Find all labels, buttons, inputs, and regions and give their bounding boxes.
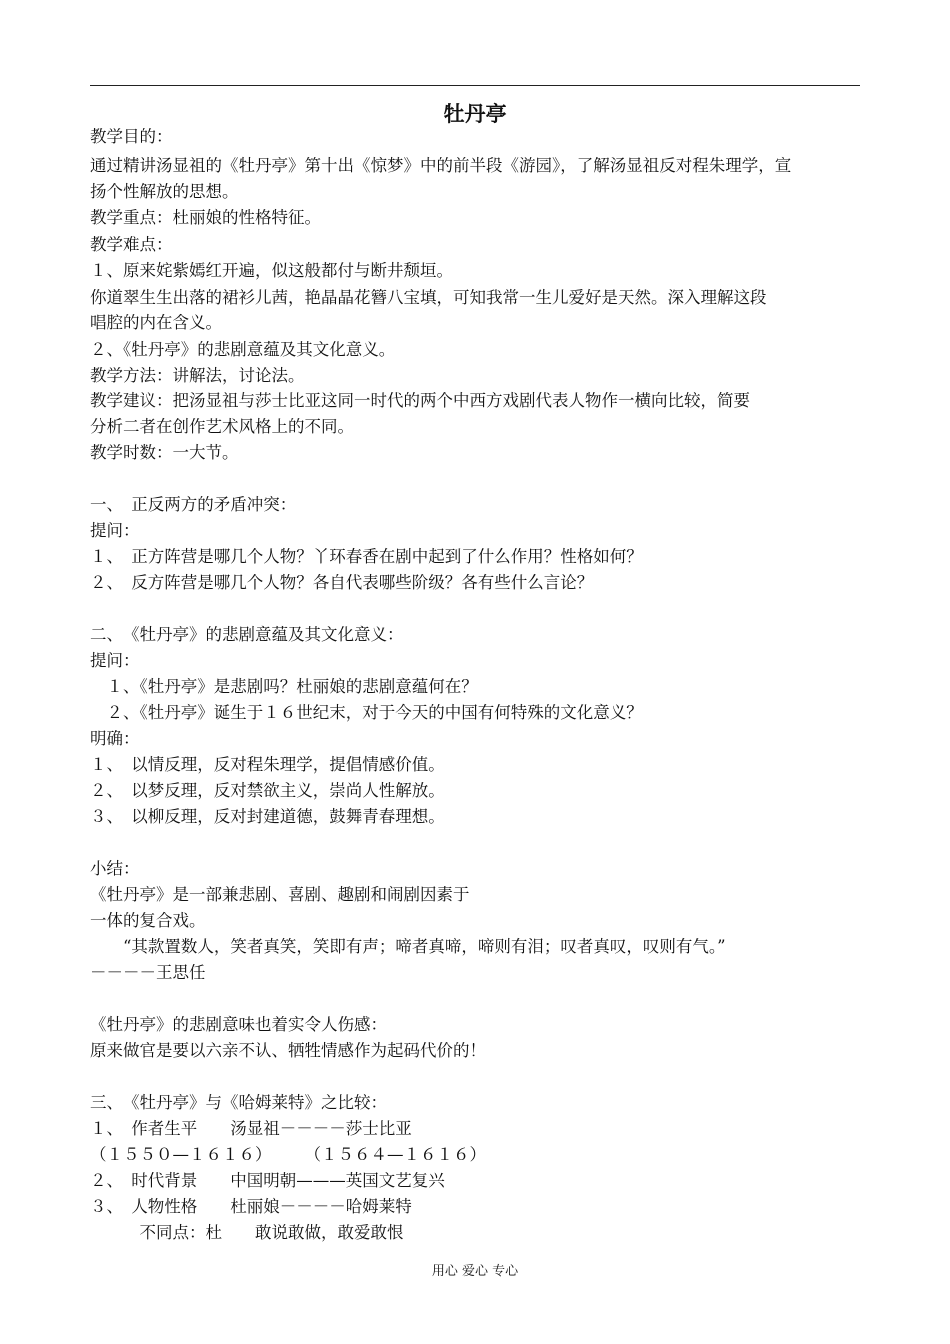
page-footer: 用心 爱心 专心 bbox=[431, 1264, 519, 1279]
text-line: 教学方法：讲解法，讨论法。 bbox=[90, 366, 305, 385]
text-line: 原来做官是要以六亲不认、牺牲情感作为起码代价的！ bbox=[90, 1041, 486, 1060]
text-line: 教学重点：杜丽娘的性格特征。 bbox=[90, 208, 321, 227]
list-item: １、 正方阵营是哪几个人物？丫环春香在剧中起到了什么作用？性格如何？ bbox=[90, 547, 643, 566]
text-line: （１５５０—１６１６） （１５６４—１６１６） bbox=[90, 1145, 486, 1164]
text-line: 提问： bbox=[90, 521, 140, 540]
list-item: １、 作者生平 汤显祖－－－－莎士比亚 bbox=[90, 1119, 412, 1138]
list-item: ２、 以梦反理，反对禁欲主义，崇尚人性解放。 bbox=[90, 781, 445, 800]
text-line: 你道翠生生出落的裙衫儿茜，艳晶晶花簪八宝填，可知我常一生儿爱好是天然。深入理解这段 bbox=[90, 288, 767, 307]
quote-attribution: －－－－王思任 bbox=[90, 963, 206, 982]
section-heading: 三、 《牡丹亭》与《哈姆莱特》之比较： bbox=[90, 1093, 387, 1112]
list-item: ２、 反方阵营是哪几个人物？各自代表哪些阶级？各有些什么言论？ bbox=[90, 573, 594, 592]
section-heading: 一、 正反两方的矛盾冲突： bbox=[90, 495, 297, 514]
list-item: ３、 人物性格 杜丽娘－－－－哈姆莱特 bbox=[90, 1197, 412, 1216]
text-line: 教学建议：把汤显祖与莎士比亚这同一时代的两个中西方戏剧代表人物作一横向比较，简要 bbox=[90, 391, 750, 410]
text-line: 教学目的： bbox=[90, 127, 173, 146]
text-line: 通过精讲汤显祖的《牡丹亭》第十出《惊梦》中的前半段《游园》，了解汤显祖反对程朱理学，宣 bbox=[90, 156, 792, 175]
text-line: 分析二者在创作艺术风格上的不同。 bbox=[90, 417, 354, 436]
list-item: １、 以情反理，反对程朱理学，提倡情感价值。 bbox=[90, 755, 445, 774]
section-heading: 二、 《牡丹亭》的悲剧意蕴及其文化意义： bbox=[90, 625, 404, 644]
list-item: ２、《牡丹亭》诞生于１６世纪末，对于今天的中国有何特殊的文化意义？ bbox=[90, 703, 643, 722]
text-line: １、原来姹紫嫣红开遍，似这般都付与断井颓垣。 bbox=[90, 261, 453, 280]
text-line: 一体的复合戏。 bbox=[90, 911, 206, 930]
text-line: 扬个性解放的思想。 bbox=[90, 182, 239, 201]
list-item: ３、 以柳反理，反对封建道德，鼓舞青春理想。 bbox=[90, 807, 445, 826]
text-line: 明确： bbox=[90, 729, 140, 748]
text-line: 提问： bbox=[90, 651, 140, 670]
page-title: 牡丹亭 bbox=[443, 102, 507, 126]
header-rule bbox=[90, 85, 860, 86]
text-line: 教学难点： bbox=[90, 235, 173, 254]
text-line: 《牡丹亭》是一部兼悲剧、喜剧、趣剧和闹剧因素于 bbox=[90, 885, 470, 904]
text-line: 小结： bbox=[90, 859, 140, 878]
text-line: 《牡丹亭》的悲剧意味也着实令人伤感： bbox=[90, 1015, 387, 1034]
text-line: 教学时数：一大节。 bbox=[90, 443, 239, 462]
quote-line: “其款置数人，笑者真笑，笑即有声；啼者真啼，啼则有泪；叹者真叹，叹则有气。” bbox=[90, 937, 726, 956]
text-line: ２、《牡丹亭》的悲剧意蕴及其文化意义。 bbox=[90, 340, 396, 359]
text-line: 唱腔的内在含义。 bbox=[90, 313, 222, 332]
text-line: 不同点：杜 敢说敢做，敢爱敢恨 bbox=[90, 1223, 404, 1242]
list-item: ２、 时代背景 中国明朝———英国文艺复兴 bbox=[90, 1171, 445, 1190]
list-item: １、《牡丹亭》是悲剧吗？杜丽娘的悲剧意蕴何在？ bbox=[90, 677, 478, 696]
